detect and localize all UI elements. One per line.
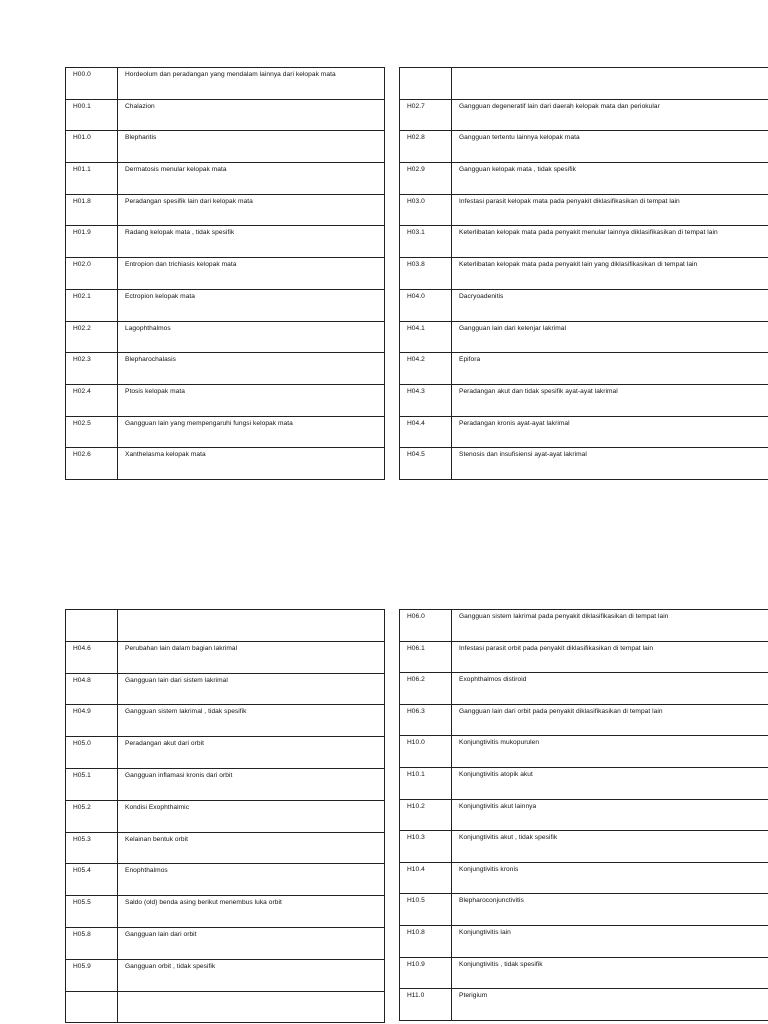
table-row (66, 226, 385, 258)
table-row (66, 959, 385, 991)
icd-description-cell: Hordeolum dan peradangan yang mendalam lainnya dari kelopak mata (118, 68, 385, 100)
icd-code-cell: H10.4 (400, 862, 452, 894)
table-row (66, 737, 385, 769)
table-row (66, 641, 385, 673)
icd-description-cell: Blepharitis (118, 131, 385, 163)
icd-code-cell: H02.2 (66, 321, 118, 353)
icd-description-cell: Peradangan akut dari orbit (118, 737, 385, 769)
icd-code-cell: H10.9 (400, 957, 452, 989)
icd-code-cell: H02.6 (66, 448, 118, 480)
icd-description-cell: Konjungtivitis kronis (452, 862, 768, 894)
icd-description-cell: Dermatosis menular kelopak mata (118, 163, 385, 195)
table-row (66, 194, 385, 226)
icd-description-cell: Keterlibatan kelopak mata pada penyakit lain yang diklasifikasikan di tempat lain (452, 258, 768, 290)
icd-description-cell: Gangguan sistem lakrimal pada penyakit diklasifikasikan di tempat lain (452, 610, 768, 642)
icd-code-cell: H01.1 (66, 163, 118, 195)
icd-code-cell: H03.8 (400, 258, 452, 290)
icd-description-cell: Peradangan akut dan tidak spesifik ayat-ayat lakrimal (452, 384, 768, 416)
icd-description-cell (118, 610, 385, 642)
table-row (66, 99, 385, 131)
icd-description-cell: Enophthalmos (118, 864, 385, 896)
icd-description-cell: Kondisi Exophthalmic (118, 800, 385, 832)
icd-description-cell: Stenosis dan insufisiensi ayat-ayat lakrimal (452, 448, 768, 480)
icd-description-cell: Xanthelasma kelopak mata (118, 448, 385, 480)
icd-code-cell: H11.0 (400, 989, 452, 1021)
icd-code-cell: H03.1 (400, 226, 452, 258)
icd-code-cell: H02.8 (400, 131, 452, 163)
table-row (400, 384, 768, 416)
icd-code-cell: H04.4 (400, 416, 452, 448)
icd-code-cell: H03.0 (400, 194, 452, 226)
table-row (400, 353, 768, 385)
icd-code-cell: H01.8 (66, 194, 118, 226)
icd-description-cell: Konjungtivitis , tidak spesifik (452, 957, 768, 989)
icd-description-cell: Gangguan sistem lakrimal , tidak spesifik (118, 705, 385, 737)
table-row (66, 991, 385, 1023)
icd-description-cell: Radang kelopak mata , tidak spesifik (118, 226, 385, 258)
table-row (400, 226, 768, 258)
icd-description-cell: Perubahan lain dalam bagian lakrimal (118, 641, 385, 673)
icd-description-cell: Epifora (452, 353, 768, 385)
icd-code-cell: H00.1 (66, 99, 118, 131)
icd-description-cell: Saldo (old) benda asing berikut menembus luka orbit (118, 896, 385, 928)
icd-code-cell: H05.2 (66, 800, 118, 832)
icd-code-cell: H05.8 (66, 927, 118, 959)
table-row (400, 641, 768, 673)
table-row (400, 68, 768, 100)
icd-description-cell: Blepharoconjunctivitis (452, 894, 768, 926)
table-row (400, 289, 768, 321)
icd-table-2 (399, 67, 768, 480)
icd-code-cell: H04.3 (400, 384, 452, 416)
icd-code-cell (66, 991, 118, 1023)
table-row (66, 832, 385, 864)
icd-description-cell: Konjungtivitis mukopurulen (452, 736, 768, 768)
table-row (66, 163, 385, 195)
table-row (66, 896, 385, 928)
table-row (400, 831, 768, 863)
icd-description-cell: Keterlibatan kelopak mata pada penyakit menular lainnya diklasifikasikan di tempat lain (452, 226, 768, 258)
icd-code-cell: H05.3 (66, 832, 118, 864)
icd-code-cell: H05.1 (66, 768, 118, 800)
table-row (400, 131, 768, 163)
table-row (400, 99, 768, 131)
table-row (400, 610, 768, 642)
table-row (400, 416, 768, 448)
icd-code-cell: H00.0 (66, 68, 118, 100)
icd-code-cell: H02.5 (66, 416, 118, 448)
table-row (400, 799, 768, 831)
icd-description-cell: Konjungtivitis akut lainnya (452, 799, 768, 831)
icd-description-cell: Gangguan kelopak mata , tidak spesifik (452, 163, 768, 195)
icd-description-cell: Infestasi parasit kelopak mata pada penyakit diklasifikasikan di tempat lain (452, 194, 768, 226)
icd-description-cell (118, 991, 385, 1023)
icd-description-cell: Kelainan bentuk orbit (118, 832, 385, 864)
table-row (400, 258, 768, 290)
icd-code-cell: H06.3 (400, 704, 452, 736)
icd-description-cell: Pterigium (452, 989, 768, 1021)
icd-code-cell: H10.5 (400, 894, 452, 926)
icd-description-cell: Entropion dan trichiasis kelopak mata (118, 258, 385, 290)
table-row (66, 864, 385, 896)
icd-description-cell: Gangguan lain yang mempengaruhi fungsi kelopak mata (118, 416, 385, 448)
icd-code-cell: H04.8 (66, 673, 118, 705)
table-row (66, 68, 385, 100)
icd-code-cell: H05.9 (66, 959, 118, 991)
icd-code-cell: H05.5 (66, 896, 118, 928)
table-row (66, 289, 385, 321)
table-row (400, 767, 768, 799)
icd-description-cell: Konjungtivitis lain (452, 925, 768, 957)
icd-code-cell: H05.4 (66, 864, 118, 896)
table-row (400, 448, 768, 480)
icd-description-cell: Dacryoadenitis (452, 289, 768, 321)
icd-description-cell: Gangguan tertentu lainnya kelopak mata (452, 131, 768, 163)
icd-description-cell: Gangguan lain dari orbit pada penyakit diklasifikasikan di tempat lain (452, 704, 768, 736)
table-row (400, 894, 768, 926)
icd-code-cell: H06.0 (400, 610, 452, 642)
icd-code-cell: H04.5 (400, 448, 452, 480)
table-row (400, 673, 768, 705)
table-row (400, 194, 768, 226)
table-row (66, 353, 385, 385)
icd-code-cell: H02.7 (400, 99, 452, 131)
icd-code-cell: H10.3 (400, 831, 452, 863)
table-row (66, 131, 385, 163)
icd-description-cell: Peradangan spesifik lain dari kelopak mata (118, 194, 385, 226)
icd-description-cell: Ptosis kelopak mata (118, 384, 385, 416)
icd-code-cell (400, 68, 452, 100)
table-row (66, 800, 385, 832)
icd-code-cell: H02.0 (66, 258, 118, 290)
icd-code-cell: H04.2 (400, 353, 452, 385)
icd-table-4 (399, 609, 768, 1021)
icd-description-cell: Gangguan orbit , tidak spesifik (118, 959, 385, 991)
icd-code-cell: H10.1 (400, 767, 452, 799)
icd-table-3 (65, 609, 385, 1023)
icd-description-cell: Lagophthalmos (118, 321, 385, 353)
icd-description-cell: Gangguan lain dari sistem lakrimal (118, 673, 385, 705)
table-row (400, 704, 768, 736)
icd-code-cell: H02.9 (400, 163, 452, 195)
icd-code-cell: H04.9 (66, 705, 118, 737)
icd-description-cell (452, 68, 768, 100)
table-row (400, 862, 768, 894)
icd-description-cell: Blepharochalasis (118, 353, 385, 385)
icd-code-cell: H02.4 (66, 384, 118, 416)
icd-table-1 (65, 67, 385, 480)
table-row (400, 989, 768, 1021)
table-row (66, 610, 385, 642)
table-row (66, 927, 385, 959)
icd-description-cell: Chalazion (118, 99, 385, 131)
icd-description-cell: Peradangan kronis ayat-ayat lakrimal (452, 416, 768, 448)
icd-code-cell: H05.0 (66, 737, 118, 769)
table-row (400, 321, 768, 353)
table-row (400, 957, 768, 989)
icd-description-cell: Infestasi parasit orbit pada penyakit diklasifikasikan di tempat lain (452, 641, 768, 673)
icd-code-cell: H02.1 (66, 289, 118, 321)
icd-code-cell: H04.6 (66, 641, 118, 673)
icd-description-cell: Gangguan degeneratif lain dari daerah kelopak mata dan periokular (452, 99, 768, 131)
table-row (66, 384, 385, 416)
icd-code-cell: H10.8 (400, 925, 452, 957)
icd-code-cell: H01.9 (66, 226, 118, 258)
icd-code-cell: H06.1 (400, 641, 452, 673)
icd-code-cell: H10.0 (400, 736, 452, 768)
table-row (66, 258, 385, 290)
icd-code-cell: H04.0 (400, 289, 452, 321)
icd-code-cell: H02.3 (66, 353, 118, 385)
table-row (66, 705, 385, 737)
icd-description-cell: Ectropion kelopak mata (118, 289, 385, 321)
table-row (66, 448, 385, 480)
icd-description-cell: Gangguan inflamasi kronis dari orbit (118, 768, 385, 800)
table-row (66, 673, 385, 705)
icd-description-cell: Konjungtivitis atopik akut (452, 767, 768, 799)
icd-code-cell: H04.1 (400, 321, 452, 353)
table-row (66, 768, 385, 800)
table-row (66, 321, 385, 353)
table-row (66, 416, 385, 448)
table-row (400, 163, 768, 195)
icd-code-cell (66, 610, 118, 642)
icd-description-cell: Gangguan lain dari kelenjar lakrimal (452, 321, 768, 353)
icd-description-cell: Exophthalmos distiroid (452, 673, 768, 705)
icd-code-cell: H06.2 (400, 673, 452, 705)
icd-description-cell: Konjungtivitis akut , tidak spesifik (452, 831, 768, 863)
table-row (400, 736, 768, 768)
table-row (400, 925, 768, 957)
icd-code-cell: H01.0 (66, 131, 118, 163)
icd-description-cell: Gangguan lain dari orbit (118, 927, 385, 959)
icd-code-cell: H10.2 (400, 799, 452, 831)
